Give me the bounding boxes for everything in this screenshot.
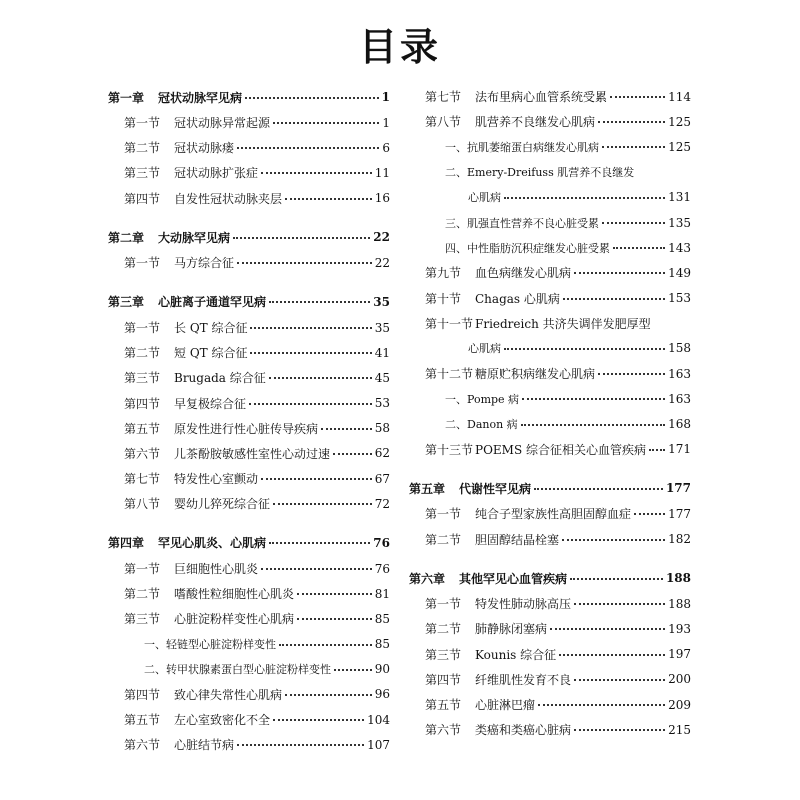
toc-entry-number: 第三节	[124, 166, 161, 181]
toc-page-number: 177	[665, 481, 691, 496]
toc-entry[interactable]	[409, 286, 691, 311]
toc-entry-number: 第三章	[108, 295, 145, 310]
toc-page-number: 35	[373, 294, 390, 309]
toc-entry-title: 心脏淀粉样变性心肌病	[174, 612, 295, 627]
toc-entry-title: 中性脂肪沉积症继发心脏受累	[467, 241, 610, 255]
toc-entry[interactable]	[108, 657, 390, 682]
leader-dots	[538, 703, 665, 706]
toc-entry-number: 第六章	[409, 571, 446, 586]
toc-entry[interactable]	[108, 682, 390, 707]
toc-entry-title: 心肌病	[468, 342, 501, 356]
toc-entry-title: 大动脉罕见病	[158, 230, 231, 245]
toc-page-number: 188	[665, 571, 691, 586]
toc-page-number: 168	[668, 417, 691, 432]
toc-entry-title: 婴幼儿猝死综合征	[174, 497, 271, 512]
toc-entry-title: 其他罕见心血管疾病	[459, 571, 568, 586]
toc-page-number: 197	[668, 647, 691, 662]
toc-page-number: 90	[374, 662, 390, 677]
toc-entry[interactable]	[409, 109, 691, 134]
toc-entry[interactable]	[108, 556, 390, 581]
toc-entry[interactable]	[108, 110, 390, 135]
toc-entry-title: 纯合子型家族性高胆固醇血症	[475, 507, 632, 522]
toc-entry-number: 第九节	[425, 266, 462, 281]
toc-entry-title: 短 QT 综合征	[174, 346, 248, 361]
toc-page-number: 96	[374, 687, 390, 702]
leader-dots	[269, 376, 372, 379]
toc-entry-title: 肺静脉闭塞病	[475, 622, 548, 637]
leader-dots	[570, 577, 663, 580]
toc-entry-number: 第三节	[124, 371, 161, 386]
leader-dots	[237, 743, 364, 746]
toc-page-number: 62	[374, 446, 390, 461]
leader-dots	[237, 261, 372, 264]
leader-dots	[237, 146, 379, 149]
toc-entry-number: 第八节	[124, 497, 161, 512]
leader-dots	[250, 326, 371, 329]
toc-entry[interactable]	[108, 340, 390, 365]
toc-entry-number: 第十节	[425, 291, 462, 306]
leader-dots	[285, 693, 372, 696]
toc-entry-title: 肌强直性营养不良心脏受累	[467, 216, 599, 230]
toc-entry-number: 第一章	[108, 90, 145, 105]
leader-dots	[321, 427, 372, 430]
toc-entry-title: 冠状动脉异常起源	[174, 116, 271, 131]
toc-entry[interactable]	[409, 386, 691, 411]
toc-entry-title: 糖原贮积病继发心肌病	[475, 367, 596, 382]
toc-entry[interactable]	[409, 336, 691, 361]
toc-entry-number: 三、	[445, 216, 467, 230]
toc-entry-title: 左心室致密化不全	[174, 713, 271, 728]
toc-page-number: 163	[668, 366, 691, 381]
toc-entry[interactable]	[108, 250, 390, 275]
toc-entry[interactable]	[108, 315, 390, 340]
toc-entry-number: 第六节	[124, 738, 161, 753]
toc-page-number: 16	[374, 191, 390, 206]
toc-entry-title: Friedreich 共济失调伴发肥厚型	[475, 316, 651, 331]
toc-entry-title: Kounis 综合征	[475, 647, 557, 662]
toc-entry-number: 第六节	[425, 723, 462, 738]
page-title: 目录	[358, 25, 441, 69]
leader-dots	[269, 541, 370, 544]
toc-entry[interactable]	[409, 616, 691, 641]
toc-entry-title: 代谢性罕见病	[459, 481, 532, 496]
leader-dots	[598, 120, 665, 123]
toc-entry[interactable]	[409, 692, 691, 717]
toc-page-number: 200	[668, 672, 691, 687]
toc-entry-title: 抗肌萎缩蛋白病继发心肌病	[467, 140, 599, 154]
toc-entry[interactable]	[108, 606, 390, 631]
toc-page-number: 76	[374, 561, 390, 576]
toc-entry-number: 第十三节	[425, 442, 474, 457]
toc-page-number: 104	[367, 712, 390, 727]
toc-entry-title: Danon 病	[467, 418, 518, 432]
toc-page-number: 125	[668, 114, 691, 129]
leader-dots	[273, 718, 364, 721]
toc-page-number: 41	[374, 345, 390, 360]
toc-entry-number: 第四节	[425, 672, 462, 687]
toc-entry[interactable]	[409, 210, 691, 235]
toc-page-number: 131	[668, 190, 691, 205]
toc-entry-number: 第五章	[409, 481, 446, 496]
toc-entry[interactable]	[409, 411, 691, 436]
toc-entry[interactable]	[108, 441, 390, 466]
toc-entry-title: 特发性肺动脉高压	[475, 597, 572, 612]
leader-dots	[602, 221, 665, 224]
toc-page-number: 85	[374, 611, 390, 626]
toc-entry-title: 法布里病心血管系统受累	[475, 90, 608, 105]
toc-entry-number: 第五节	[425, 698, 462, 713]
toc-page-number: 158	[668, 341, 691, 356]
toc-entry-title: Emery-Dreifuss 肌营养不良继发	[467, 166, 635, 180]
toc-entry[interactable]	[409, 361, 691, 386]
toc-page-number: 114	[668, 89, 691, 104]
leader-dots	[562, 538, 665, 541]
leader-dots	[634, 512, 665, 515]
leader-dots	[574, 728, 665, 731]
leader-dots	[559, 653, 665, 656]
toc-entry-number: 第八节	[425, 115, 462, 130]
toc-entry[interactable]	[108, 732, 390, 757]
toc-entry-number: 一、	[445, 392, 467, 406]
toc-entry-title: 转甲状腺素蛋白型心脏淀粉样变性	[166, 663, 331, 677]
toc-entry-title: 冠状动脉罕见病	[158, 90, 243, 105]
leader-dots	[269, 300, 370, 303]
toc-entry[interactable]	[108, 466, 390, 491]
toc-entry-title: 冠状动脉扩张症	[174, 166, 259, 181]
leader-dots	[273, 121, 379, 124]
toc-page-number: 1	[382, 115, 390, 130]
leader-dots	[334, 668, 372, 671]
toc-entry[interactable]	[409, 667, 691, 692]
leader-dots	[550, 627, 665, 630]
toc-entry[interactable]	[409, 260, 691, 285]
toc-entry-number: 二、	[445, 166, 467, 180]
toc-entry-title: 轻链型心脏淀粉样变性	[166, 638, 276, 652]
toc-chapter[interactable]	[108, 84, 390, 110]
toc-entry-number: 第七节	[425, 90, 462, 105]
leader-dots	[250, 351, 371, 354]
toc-entry[interactable]	[108, 491, 390, 516]
toc-entry-title: 马方综合征	[174, 256, 235, 271]
toc-entry-title: 特发性心室颤动	[174, 472, 259, 487]
leader-dots	[261, 567, 372, 570]
toc-entry-title: 嗜酸性粒细胞性心肌炎	[174, 587, 295, 602]
leader-dots	[574, 271, 665, 274]
toc-entry-number: 第一节	[124, 116, 161, 131]
toc-entry-title: 早复极综合征	[174, 396, 247, 411]
toc-entry-title: 巨细胞性心肌炎	[174, 562, 259, 577]
toc-page-number: 6	[382, 140, 390, 155]
toc-entry-title: 长 QT 综合征	[174, 321, 248, 336]
toc-entry[interactable]	[108, 135, 390, 160]
leader-dots	[273, 502, 372, 505]
toc-page-number: 81	[374, 586, 390, 601]
toc-entry-title: 纤维肌性发育不良	[475, 672, 572, 687]
toc-entry[interactable]	[108, 632, 390, 657]
toc-entry-title: 罕见心肌炎、心肌病	[158, 536, 267, 551]
toc-page-number: 135	[668, 215, 691, 230]
toc-entry-number: 第二节	[425, 532, 462, 547]
toc-page-number: 72	[374, 496, 390, 511]
toc-entry-number: 第二节	[124, 587, 161, 602]
toc-entry-number: 第一节	[425, 507, 462, 522]
toc-page-number: 215	[668, 722, 691, 737]
toc-entry[interactable]	[409, 84, 691, 109]
toc-page-number: 11	[374, 165, 390, 180]
toc-page-number: 35	[374, 320, 390, 335]
toc-entry-number: 第一节	[124, 321, 161, 336]
toc-entry-title: 心脏淋巴瘤	[475, 698, 536, 713]
leader-dots	[504, 196, 665, 199]
leader-dots	[649, 448, 665, 451]
toc-page-number: 67	[374, 471, 390, 486]
toc-entry-title: 原发性进行性心脏传导疾病	[174, 421, 319, 436]
leader-dots	[285, 197, 372, 200]
toc-entry-number: 一、	[144, 638, 166, 652]
toc-page-number: 143	[668, 240, 691, 255]
toc-page-number: 149	[668, 265, 691, 280]
toc-page-number: 153	[668, 291, 691, 306]
toc-entry[interactable]	[409, 501, 691, 526]
toc-entry-number: 第四节	[124, 396, 161, 411]
toc-page-number: 182	[668, 532, 691, 547]
toc-entry-number: 第二节	[124, 346, 161, 361]
leader-dots	[613, 246, 665, 249]
toc-entry[interactable]	[108, 416, 390, 441]
toc-entry[interactable]	[108, 581, 390, 606]
leader-dots	[297, 592, 372, 595]
toc-entry-title: Pompe 病	[467, 392, 520, 406]
toc-entry-number: 第三节	[425, 647, 462, 662]
leader-dots	[610, 95, 665, 98]
toc-entry-number: 第十二节	[425, 367, 474, 382]
toc-entry[interactable]	[409, 160, 691, 185]
toc-entry-title: 血色病继发心肌病	[475, 266, 572, 281]
toc-page-number: 76	[373, 535, 390, 550]
toc-entry[interactable]	[409, 235, 691, 260]
toc-entry-number: 第四章	[108, 536, 145, 551]
toc-page-number: 188	[668, 596, 691, 611]
toc-entry-title: 心肌病	[468, 191, 501, 205]
toc-entry-number: 第四节	[124, 687, 161, 702]
toc-entry-title: Chagas 心肌病	[475, 291, 560, 306]
toc-entry-title: POEMS 综合征相关心血管疾病	[475, 442, 646, 457]
toc-entry-title: 胆固醇结晶栓塞	[475, 532, 560, 547]
leader-dots	[245, 96, 379, 99]
toc-column-left	[108, 84, 390, 757]
toc-page-number: 58	[374, 421, 390, 436]
toc-page-number: 85	[374, 637, 390, 652]
leader-dots	[504, 347, 665, 350]
leader-dots	[602, 145, 665, 148]
toc-column-right	[409, 84, 691, 742]
toc-entry[interactable]	[108, 391, 390, 416]
toc-entry-number: 四、	[445, 241, 467, 255]
toc-page-number: 209	[668, 697, 691, 712]
leader-dots	[279, 643, 372, 646]
toc-entry[interactable]	[409, 185, 691, 210]
toc-page-number: 125	[668, 139, 691, 154]
toc-entry[interactable]	[409, 437, 691, 462]
toc-entry-title: 肌营养不良继发心肌病	[475, 115, 596, 130]
toc-entry-number: 第五节	[124, 421, 161, 436]
toc-page-number: 45	[374, 370, 390, 385]
toc-entry-number: 第二章	[108, 230, 145, 245]
toc-entry-number: 第四节	[124, 191, 161, 206]
leader-dots	[598, 372, 665, 375]
toc-page-number: 53	[374, 396, 390, 411]
toc-entry-number: 第一节	[425, 597, 462, 612]
toc-entry-title: 心脏离子通道罕见病	[158, 295, 267, 310]
leader-dots	[233, 236, 370, 239]
toc-chapter[interactable]	[108, 289, 390, 315]
toc-entry[interactable]	[409, 134, 691, 159]
toc-entry[interactable]	[108, 707, 390, 732]
toc-entry-title: 致心律失常性心肌病	[174, 687, 283, 702]
toc-page-number: 163	[668, 391, 691, 406]
toc-entry-number: 第一节	[124, 256, 161, 271]
toc-entry-title: Brugada 综合征	[174, 371, 266, 386]
toc-chapter[interactable]	[409, 565, 691, 591]
leader-dots	[574, 602, 665, 605]
toc-page-number: 193	[668, 621, 691, 636]
toc-entry-title: 类癌和类癌心脏病	[475, 723, 572, 738]
toc-entry-title: 心脏结节病	[174, 738, 235, 753]
leader-dots	[297, 617, 372, 620]
toc-entry-number: 二、	[144, 663, 166, 677]
toc-entry-number: 第二节	[425, 622, 462, 637]
leader-dots	[522, 397, 665, 400]
leader-dots	[333, 452, 372, 455]
toc-page-number: 177	[668, 506, 691, 521]
toc-entry-title: 儿茶酚胺敏感性室性心动过速	[174, 446, 331, 461]
toc-entry[interactable]	[409, 591, 691, 616]
toc-entry-number: 第一节	[124, 562, 161, 577]
toc-chapter[interactable]	[409, 475, 691, 501]
leader-dots	[261, 171, 372, 174]
toc-entry-number: 二、	[445, 418, 467, 432]
leader-dots	[563, 297, 665, 300]
toc-entry-number: 第七节	[124, 472, 161, 487]
toc-entry-title: 冠状动脉瘘	[174, 141, 235, 156]
toc-page-number: 171	[668, 442, 691, 457]
toc-entry-number: 第五节	[124, 713, 161, 728]
leader-dots	[249, 402, 372, 405]
toc-page-number: 1	[381, 90, 390, 104]
toc-entry[interactable]	[409, 311, 691, 336]
toc-entry[interactable]	[409, 527, 691, 552]
toc-page-number: 22	[374, 255, 390, 270]
toc-entry[interactable]	[108, 365, 390, 390]
toc-entry[interactable]	[108, 186, 390, 211]
toc-entry[interactable]	[409, 717, 691, 742]
toc-page-number: 107	[367, 737, 390, 752]
toc-entry-number: 第二节	[124, 141, 161, 156]
toc-chapter[interactable]	[108, 530, 390, 556]
toc-entry-number: 第十一节	[425, 316, 474, 331]
toc-entry-title: 自发性冠状动脉夹层	[174, 191, 283, 206]
toc-entry-number: 第六节	[124, 446, 161, 461]
toc-entry[interactable]	[108, 160, 390, 185]
toc-entry-number: 一、	[445, 140, 467, 154]
toc-entry[interactable]	[409, 642, 691, 667]
leader-dots	[574, 678, 665, 681]
leader-dots	[261, 477, 372, 480]
toc-entry-number: 第三节	[124, 612, 161, 627]
leader-dots	[521, 423, 665, 426]
toc-page-number: 22	[373, 230, 390, 245]
leader-dots	[534, 487, 663, 490]
toc-chapter[interactable]	[108, 224, 390, 250]
